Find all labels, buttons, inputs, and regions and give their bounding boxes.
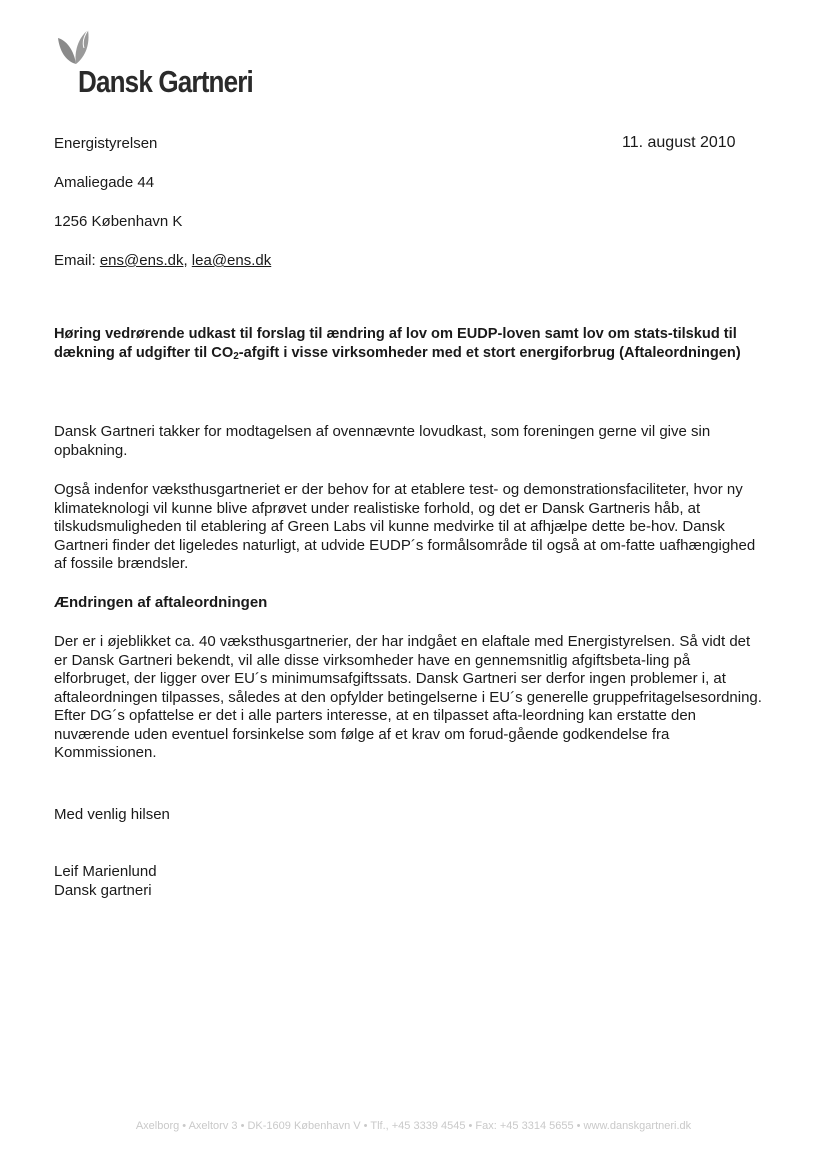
recipient-street: Amaliegade 44 bbox=[54, 174, 155, 191]
letter-date: 11. august 2010 bbox=[622, 134, 736, 151]
signer-name: Leif Marienlund bbox=[54, 863, 157, 880]
signer-organization: Dansk gartneri bbox=[54, 882, 152, 899]
paragraph-intro: Dansk Gartneri takker for modtagelsen af ovennævnte lovudkast, som foreningen gerne vil give sin opbakning. bbox=[54, 423, 711, 459]
section-heading: Ændringen af aftaleordningen bbox=[54, 594, 268, 611]
email-link-ens[interactable]: ens@ens.dk bbox=[99, 252, 184, 269]
subject-subscript: 2 bbox=[233, 350, 239, 362]
recipient-name: Energistyrelsen bbox=[54, 135, 158, 152]
subject-text-b: -afgift i visse virksomheder med et stort energiforbrug (Aftaleordningen) bbox=[238, 344, 741, 361]
logo-wordmark: Dansk Gartneri bbox=[78, 64, 253, 99]
email-link-lea[interactable]: lea@ens.dk bbox=[191, 252, 272, 269]
letter-footer: Axelborg • Axeltorv 3 • DK-1609 København V • Tlf., +45 3339 4545 • Fax: +45 3314 5655 • www.danskgartneri.dk bbox=[135, 1120, 692, 1132]
paragraph-green-labs: Også indenfor væksthusgartneriet er der behov for at etablere test- og demonstrationsfaciliteter, hvor ny klimateknologi vil kunne blive afprøvet under realistiske forhold, og det er Dansk Gartneris håb, at tilskudsmuligheden til etablering af Green Labs vil kunne medvirke til at afhjælpe dette be-hov. Dansk Gartneri finder det ligeledes naturligt, at udvide EUDP´s formålsområde til også at om-fatte uafhængighed af fossile brændsler. bbox=[54, 481, 756, 572]
recipient-email bbox=[54, 252, 271, 269]
email-label: Email: bbox=[54, 252, 100, 269]
email-separator: , bbox=[183, 252, 192, 269]
letter-subject bbox=[54, 325, 778, 366]
closing-greeting: Med venlig hilsen bbox=[54, 806, 170, 823]
recipient-city: 1256 København K bbox=[54, 213, 183, 230]
paragraph-aftaleordning: Der er i øjeblikket ca. 40 væksthusgartnerier, der har indgået en elaftale med Energistyrelsen. Så vidt det er Dansk Gartneri bekendt, vil alle disse virksomheder have en gennemsnitlig afgiftsbeta-ling på elforbruget, der ligger over EU´s minimumsafgiftssats. Dansk Gartneri ser derfor ingen problemer i, at aftaleordningen tilpasses, således at den opfylder betingelserne i EU´s generelle gruppefritagelsesordning. Efter DG´s opfattelse er det i alle parters interesse, at en tilpasset afta-leordning kan erstatte den nuværende uden eventuel forsinkelse som følge af et krav om forud-gående godkendelse fra Kommissionen. bbox=[54, 633, 762, 761]
subject-text-a: Høring vedrørende udkast til forslag til ændring af lov om EUDP-loven samt lov om stats-tilskud til dækning af udgifter til CO bbox=[54, 326, 737, 361]
